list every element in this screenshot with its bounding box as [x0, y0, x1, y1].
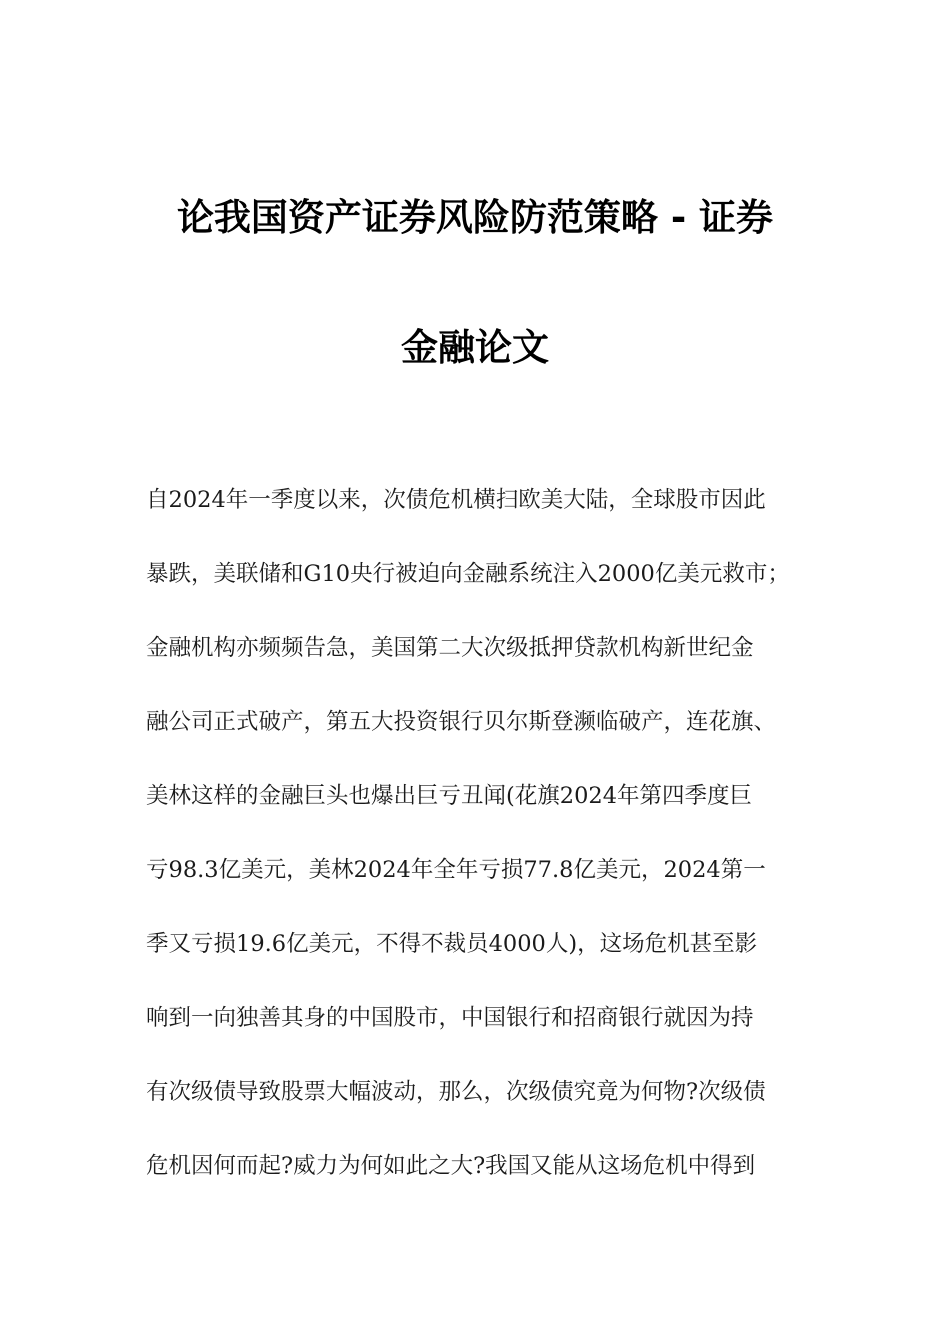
- body-line-3: 金融机构亦频频告急，美国第二大次级抵押贷款机构新世纪金: [146, 635, 754, 661]
- body-line-1: 自2024年一季度以来，次债危机横扫欧美大陆，全球股市因此: [146, 487, 766, 513]
- body-line-8: 响到一向独善其身的中国股市，中国银行和招商银行就因为持: [146, 1005, 754, 1031]
- body-line-9: 有次级债导致股票大幅波动，那么，次级债究竟为何物?次级债: [146, 1079, 766, 1105]
- body-line-4: 融公司正式破产，第五大投资银行贝尔斯登濒临破产，连花旗、: [146, 709, 777, 735]
- body-line-2: 暴跌，美联储和G10央行被迫向金融系统注入2000亿美元救市；: [146, 561, 790, 587]
- body-line-10: 危机因何而起?威力为何如此之大?我国又能从这场危机中得到: [146, 1153, 756, 1179]
- document-title-line-2: 金融论文: [401, 326, 549, 369]
- body-line-5: 美林这样的金融巨头也爆出巨亏丑闻(花旗2024年第四季度巨: [146, 783, 753, 809]
- body-line-7: 季又亏损19.6亿美元，不得不裁员4000人)，这场危机甚至影: [146, 931, 758, 957]
- document-title-line-1: 论我国资产证券风险防范策略 - 证券: [176, 196, 774, 239]
- body-line-6: 亏98.3亿美元，美林2024年全年亏损77.8亿美元，2024第一: [146, 857, 766, 883]
